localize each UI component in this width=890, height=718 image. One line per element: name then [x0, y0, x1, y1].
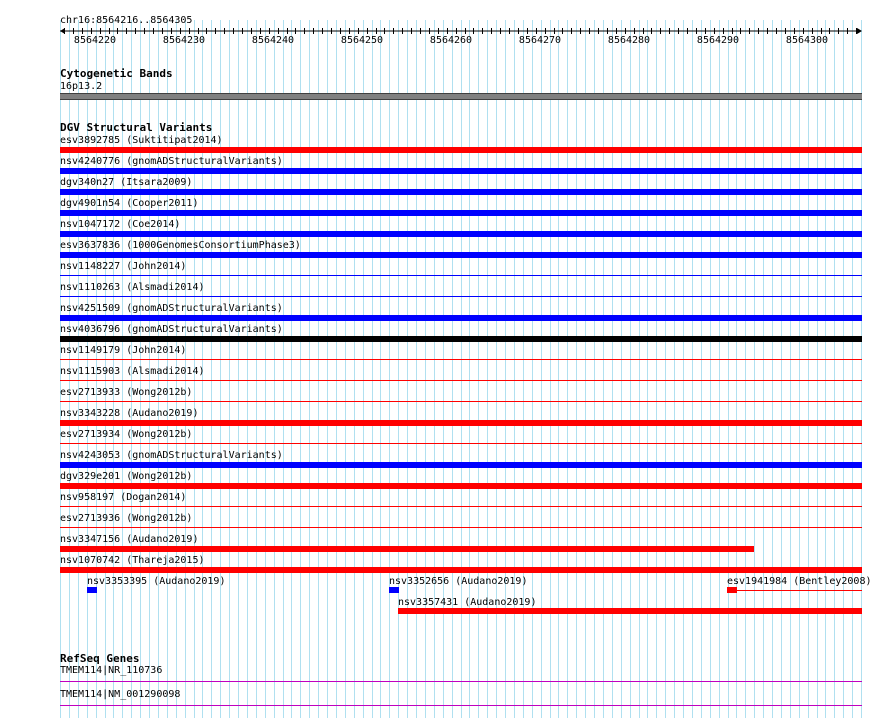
dgv-variant-label: nsv4243053 (gnomADStructuralVariants) [60, 450, 283, 461]
dgv-variant-label: dgv340n27 (Itsara2009) [60, 177, 193, 188]
dgv-packed-feature[interactable] [87, 587, 97, 593]
refseq-gene-label: TMEM114|NM_001290098 [60, 689, 181, 700]
ruler-position: chr16:8564216..8564305 [60, 15, 193, 26]
dgv-variant-label: nsv3347156 (Audano2019) [60, 534, 199, 545]
dgv-variant-label: esv2713934 (Wong2012b) [60, 429, 193, 440]
dgv-variant-feature[interactable] [60, 336, 862, 342]
dgv-variant-label: nsv1110263 (Alsmadi2014) [60, 282, 205, 293]
dgv-variant-label: nsv1115903 (Alsmadi2014) [60, 366, 205, 377]
dgv-variant-label: esv3637836 (1000GenomesConsortiumPhase3) [60, 240, 301, 251]
dgv-variant-label: dgv329e201 (Wong2012b) [60, 471, 193, 482]
ruler-tick-label: 8564250 [340, 35, 384, 46]
dgv-variant-feature[interactable] [60, 252, 862, 258]
dgv-variant-feature[interactable] [60, 315, 862, 321]
ruler-tick-label: 8564230 [162, 35, 206, 46]
dgv-variant-feature[interactable] [60, 462, 862, 468]
dgv-variant-label: nsv4036796 (gnomADStructuralVariants) [60, 324, 283, 335]
dgv-variant-feature[interactable] [60, 506, 862, 507]
dgv-variant-label: nsv958197 (Dogan2014) [60, 492, 187, 503]
dgv-variant-feature[interactable] [60, 527, 862, 528]
cyto-band-label: 16p13.2 [60, 81, 103, 92]
dgv-packed-feature-line[interactable] [737, 590, 862, 591]
dgv-variant-feature[interactable] [60, 168, 862, 174]
refseq-gene-line[interactable] [60, 705, 862, 706]
dgv-variant-feature[interactable] [60, 296, 862, 297]
cyto-track-title[interactable]: Cytogenetic Bands [60, 67, 173, 80]
dgv-packed-label: nsv3353395 (Audano2019) [87, 576, 226, 587]
refseq-gene-line[interactable] [60, 681, 862, 682]
dgv-variant-feature[interactable] [60, 546, 754, 552]
ruler-tick-label: 8564240 [251, 35, 295, 46]
refseq-gene-label: TMEM114|NR_110736 [60, 665, 163, 676]
dgv-variant-label: nsv1047172 (Coe2014) [60, 219, 181, 230]
dgv-variant-feature[interactable] [60, 231, 862, 237]
dgv-variant-label: esv3892785 (Suktitipat2014) [60, 135, 223, 146]
cyto-band-bar[interactable] [60, 93, 862, 100]
dgv-variant-feature[interactable] [60, 147, 862, 153]
dgv-variant-feature[interactable] [60, 275, 862, 276]
dgv-variant-feature[interactable] [60, 210, 862, 216]
dgv-variant-label: nsv3343228 (Audano2019) [60, 408, 199, 419]
dgv-variant-feature[interactable] [60, 567, 862, 573]
dgv-variant-label: esv2713936 (Wong2012b) [60, 513, 193, 524]
dgv-variant-feature[interactable] [60, 189, 862, 195]
dgv-packed-feature[interactable] [389, 587, 399, 593]
dgv-variant-feature[interactable] [60, 401, 862, 402]
ruler-tick-label: 8564290 [696, 35, 740, 46]
dgv-packed-feature[interactable] [398, 608, 862, 614]
dgv-variant-label: nsv4251509 (gnomADStructuralVariants) [60, 303, 283, 314]
dgv-variant-label: nsv1148227 (John2014) [60, 261, 187, 272]
dgv-variant-label: nsv1149179 (John2014) [60, 345, 187, 356]
dgv-variant-feature[interactable] [60, 483, 862, 489]
refseq-track-title[interactable]: RefSeq Genes [60, 652, 140, 665]
dgv-track-title[interactable]: DGV Structural Variants [60, 121, 213, 134]
dgv-variant-label: dgv4901n54 (Cooper2011) [60, 198, 199, 209]
dgv-packed-label: esv1941984 (Bentley2008) [727, 576, 872, 587]
ruler-tick-label: 8564280 [607, 35, 651, 46]
ruler-tick-label: 8564300 [785, 35, 829, 46]
dgv-variant-feature[interactable] [60, 420, 862, 426]
dgv-packed-label: nsv3357431 (Audano2019) [398, 597, 537, 608]
dgv-variant-label: nsv4240776 (gnomADStructuralVariants) [60, 156, 283, 167]
dgv-variant-feature[interactable] [60, 359, 862, 360]
dgv-variant-label: esv2713933 (Wong2012b) [60, 387, 193, 398]
dgv-packed-label: nsv3352656 (Audano2019) [389, 576, 528, 587]
ruler-tick-label: 8564220 [73, 35, 117, 46]
dgv-variant-label: nsv1070742 (Thareja2015) [60, 555, 205, 566]
dgv-variant-feature[interactable] [60, 380, 862, 381]
ruler-tick-label: 8564270 [518, 35, 562, 46]
ruler-tick-label: 8564260 [429, 35, 473, 46]
dgv-variant-feature[interactable] [60, 443, 862, 444]
dgv-packed-feature[interactable] [727, 587, 737, 593]
